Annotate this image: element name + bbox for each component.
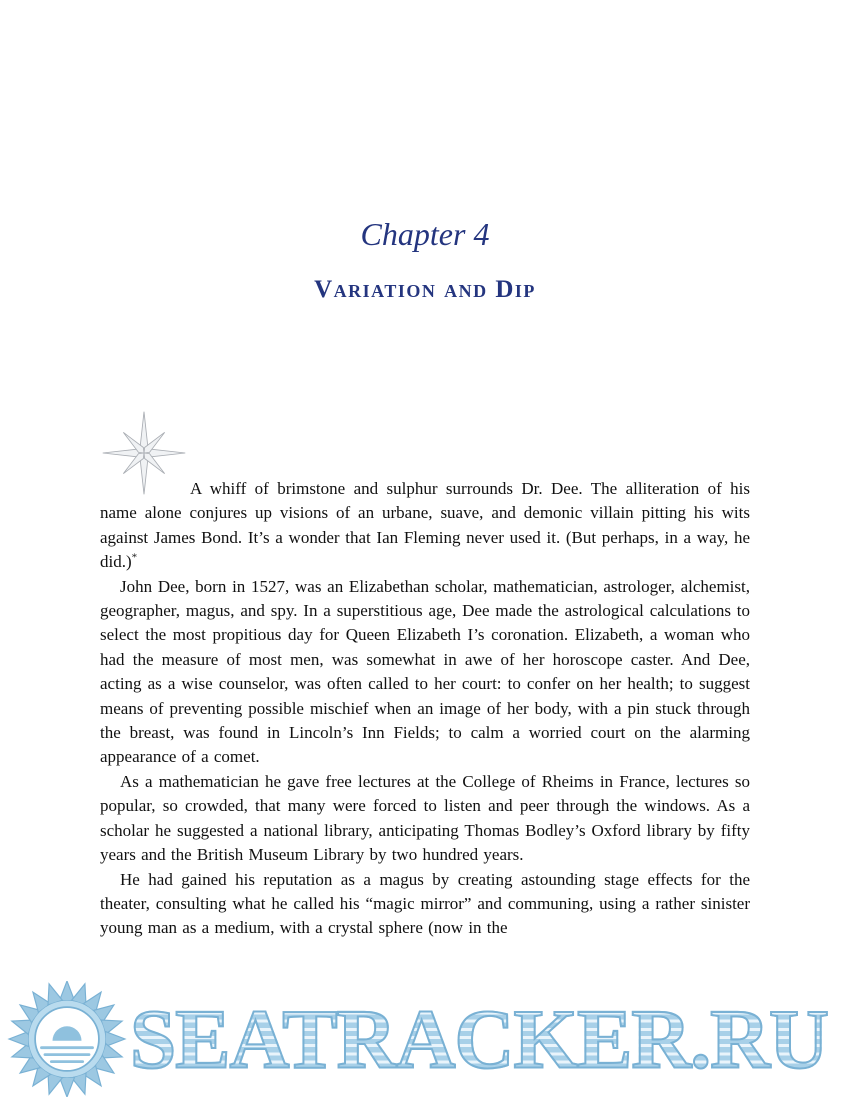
paragraph-4: He had gained his reputation as a magus by creating astounding stage effects for the theater, consulting what he called his “magic mirror” and communing, using a rather sinister young man as a medium, with a crystal sphere (now in the bbox=[100, 869, 750, 938]
watermark-text: SEATRACKER.RU bbox=[130, 990, 828, 1088]
chapter-title: Chapter 4 bbox=[360, 216, 490, 252]
sunburst-logo-icon bbox=[6, 981, 128, 1097]
paragraph-2: John Dee, born in 1527, was an Elizabethan scholar, mathematician, astrologer, alchemist, geographer, magus, and spy. In a superstitious age, Dee made the astrological calculations to select the most propitious day for Queen Elizabeth I’s coronation. Elizabeth, a woman who had the measure of most men, was somewhat in awe of her horoscope caster. And Dee, acting as a wise counselor, was often called to her court: to confer on her health; to suggest means of preventing possible mischief when an image of her body, with a pin stuck through the breast, was found in Lincoln’s Inn Fields; to calm a worried court on the alarming appearance of a comet. bbox=[100, 576, 750, 767]
section-title: Variation and Dip bbox=[314, 276, 536, 303]
paragraph-3: As a mathematician he gave free lectures at the College of Rheims in France, lectures so popular, so crowded, that many were forced to listen and peer through the windows. As a scholar he suggested a national library, anticipating Thomas Bodley’s Oxford library by fifty years and the British Museum Library by two hundred years. bbox=[100, 771, 750, 865]
body-text bbox=[100, 477, 750, 941]
watermark bbox=[0, 980, 850, 1098]
footnote-marker: * bbox=[131, 551, 138, 564]
paragraph-1-text: A whiff of brimstone and sulphur surrounds Dr. Dee. The alliteration of his name alone conjures up visions of an urbane, suave, and demonic villain pitting his wits against James Bond. It’s a wonder that Ian Fleming never used it. (But perhaps, in a way, he did.) bbox=[100, 479, 750, 572]
paragraph-1 bbox=[100, 477, 750, 575]
